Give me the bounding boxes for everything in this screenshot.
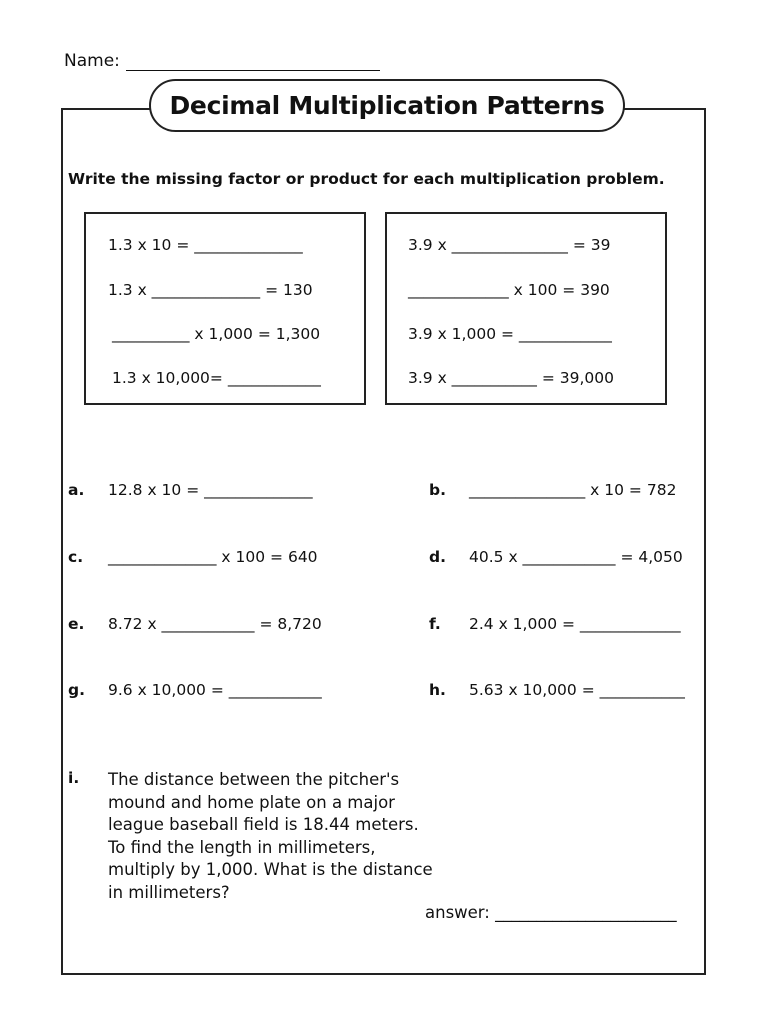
problem-a-letter: a.	[68, 481, 85, 499]
problem-h-text: 5.63 x 10,000 = ___________	[469, 681, 685, 699]
example-left-2: 1.3 x ______________ = 130	[108, 281, 313, 299]
problem-e-text: 8.72 x ____________ = 8,720	[108, 615, 322, 633]
problem-d-text: 40.5 x ____________ = 4,050	[469, 548, 683, 566]
word-problem-line: league baseball field is 18.44 meters.	[108, 815, 419, 834]
problem-c-text: ______________ x 100 = 640	[108, 548, 318, 566]
problem-g-letter: g.	[68, 681, 85, 699]
word-problem-line: in millimeters?	[108, 882, 230, 902]
example-right-4: 3.9 x ___________ = 39,000	[408, 369, 615, 387]
problem-d-letter: d.	[429, 548, 446, 566]
problem-f-letter: f.	[429, 615, 441, 633]
name-field-line[interactable]	[126, 70, 380, 71]
word-problem-line: To find the length in millimeters,	[108, 837, 376, 857]
word-problem-text	[108, 769, 438, 904]
problem-i-letter: i.	[68, 769, 80, 787]
problem-a-text: 12.8 x 10 = ______________	[108, 481, 313, 499]
answer-field[interactable]: answer: ______________________	[425, 903, 677, 922]
name-label: Name:	[64, 51, 120, 71]
word-problem-line: mound and home plate on a major	[108, 792, 395, 812]
problem-c-letter: c.	[68, 548, 84, 566]
word-problem-line: The distance between the pitcher's	[108, 770, 400, 789]
problem-h-letter: h.	[429, 681, 446, 699]
problem-f-text: 2.4 x 1,000 = _____________	[469, 615, 681, 633]
example-right-3: 3.9 x 1,000 = ____________	[408, 325, 612, 343]
page-title: Decimal Multiplication Patterns	[149, 79, 625, 132]
example-right-2: _____________ x 100 = 390	[408, 281, 610, 299]
problem-g-text: 9.6 x 10,000 = ____________	[108, 681, 322, 699]
example-left-1: 1.3 x 10 = ______________	[108, 236, 303, 254]
example-left-3: __________ x 1,000 = 1,300	[112, 325, 321, 343]
example-left-4: 1.3 x 10,000= ____________	[112, 369, 321, 387]
example-right-1: 3.9 x _______________ = 39	[408, 236, 611, 254]
word-problem-line: multiply by 1,000. What is the distance	[108, 860, 433, 879]
problem-b-letter: b.	[429, 481, 446, 499]
problem-e-letter: e.	[68, 615, 85, 633]
problem-b-text: _______________ x 10 = 782	[469, 481, 677, 499]
instructions: Write the missing factor or product for each multiplication problem.	[68, 170, 665, 188]
